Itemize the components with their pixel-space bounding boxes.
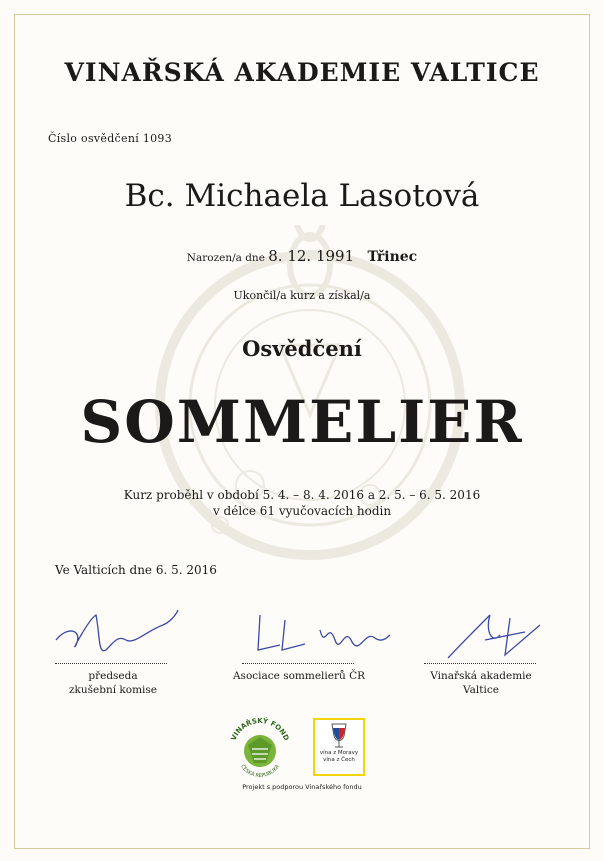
signature-academy (430, 600, 550, 665)
signature-label-1 (38, 669, 188, 697)
qualification-title: SOMMELIER (80, 388, 524, 456)
wine-fund-logo (226, 715, 294, 783)
born-prefix: Narozen/a dne (186, 252, 265, 264)
course-period: Kurz proběhl v období 5. 4. – 8. 4. 2016 a 2. 5. – 6. 5. 2016 (123, 488, 481, 502)
signature-3-role: Vinařská akademie (430, 670, 532, 682)
wine-logo-line1: vína z Moravy (319, 750, 359, 756)
course-hours: v délce 61 vyučovacích hodin (212, 504, 392, 518)
fund-logo-subtext: ČESKÁ REPUBLIKA (239, 763, 281, 780)
signature-line-1 (55, 663, 167, 664)
signature-1-role: předseda (88, 670, 138, 682)
signature-association (250, 600, 400, 665)
signature-line-3 (424, 663, 536, 664)
born-date: 8. 12. 1991 (268, 247, 355, 265)
signature-2-role: Asociace sommelierů ČR (232, 670, 366, 682)
course-info (0, 487, 604, 519)
wine-glass-icon (315, 720, 363, 750)
signature-line-2 (242, 663, 354, 664)
holder-name: Bc. Michaela Lasotová (124, 178, 480, 214)
support-text: Projekt s podporou Vinařského fondu (242, 783, 362, 791)
academy-title: VINAŘSKÁ AKADEMIE VALTICE (64, 58, 540, 87)
signature-chairman (48, 600, 188, 665)
signature-label-2 (224, 669, 374, 683)
certificate-label: Osvědčení (242, 336, 362, 361)
wine-logo-line2: vína z Čech (323, 756, 355, 763)
completed-text: Ukončil/a kurz a získal/a (233, 289, 371, 302)
birth-line (0, 247, 604, 265)
signature-label-3 (406, 669, 556, 697)
wines-logo (313, 718, 365, 776)
signature-3-body: Valtice (463, 684, 499, 696)
born-place: Třinec (367, 249, 418, 265)
certificate-number: Číslo osvědčení 1093 (48, 132, 173, 145)
place-and-date: Ve Valticích dne 6. 5. 2016 (55, 563, 217, 577)
fund-logo-text: VINAŘSKÝ FOND (229, 716, 291, 742)
signature-1-body: zkušební komise (68, 684, 158, 696)
